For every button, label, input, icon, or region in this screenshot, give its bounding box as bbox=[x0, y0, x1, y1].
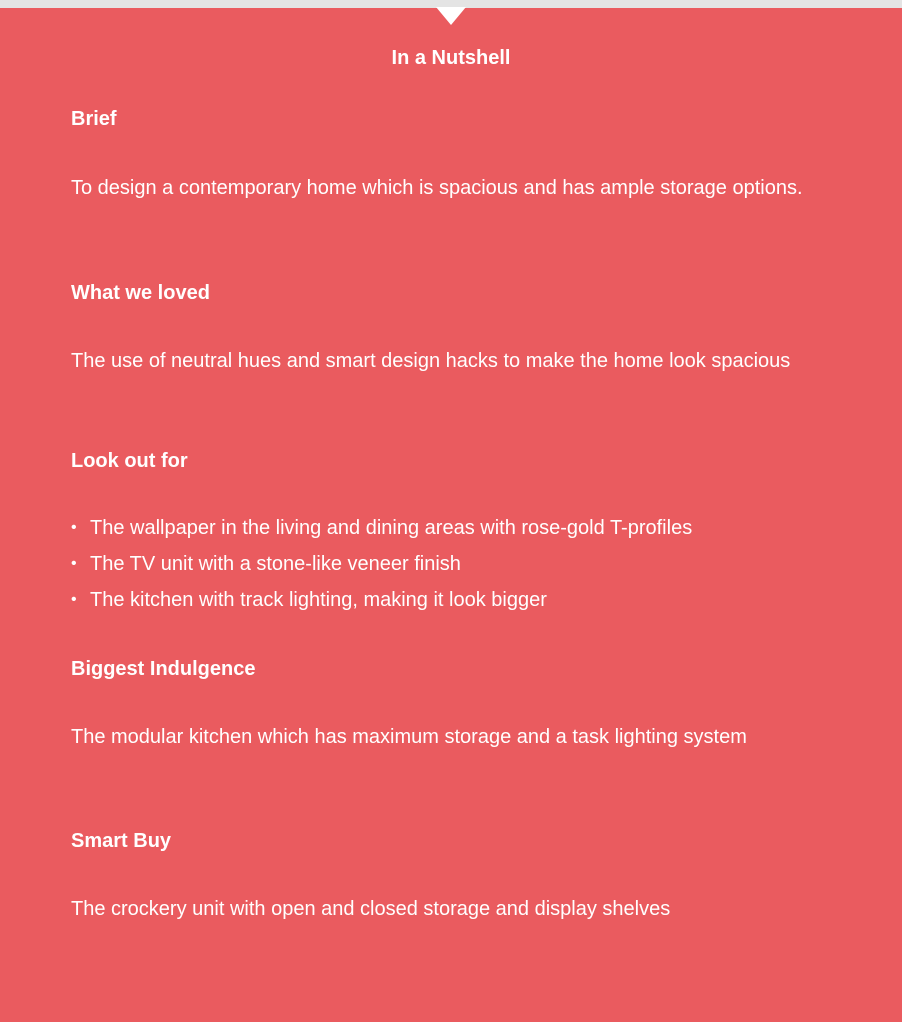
biggest-indulgence-text: The modular kitchen which has maximum storage and a task lighting system bbox=[71, 726, 747, 748]
panel-title: In a Nutshell bbox=[391, 47, 511, 69]
look-out-for-list bbox=[71, 510, 861, 618]
list-item-text: The kitchen with track lighting, making it look bigger bbox=[90, 589, 547, 611]
smart-buy-text: The crockery unit with open and closed storage and display shelves bbox=[71, 898, 671, 920]
caret-down-icon bbox=[436, 7, 466, 25]
list-item-text: The TV unit with a stone-like veneer finish bbox=[90, 553, 461, 575]
bullet-icon: • bbox=[71, 591, 77, 608]
bullet-icon: • bbox=[71, 519, 77, 536]
what-we-loved-text: The use of neutral hues and smart design hacks to make the home look spacious bbox=[71, 350, 791, 372]
bullet-icon: • bbox=[71, 555, 77, 572]
look-out-for-heading: Look out for bbox=[71, 450, 188, 472]
list-item-text: The wallpaper in the living and dining areas with rose-gold T-profiles bbox=[90, 517, 693, 539]
brief-text: To design a contemporary home which is spacious and has ample storage options. bbox=[71, 177, 803, 199]
list-item bbox=[71, 582, 861, 618]
biggest-indulgence-heading: Biggest Indulgence bbox=[71, 658, 256, 680]
list-item bbox=[71, 510, 861, 546]
brief-heading: Brief bbox=[71, 108, 117, 130]
nutshell-panel bbox=[0, 8, 902, 1022]
what-we-loved-heading: What we loved bbox=[71, 282, 210, 304]
list-item bbox=[71, 546, 861, 582]
smart-buy-heading: Smart Buy bbox=[71, 830, 172, 852]
